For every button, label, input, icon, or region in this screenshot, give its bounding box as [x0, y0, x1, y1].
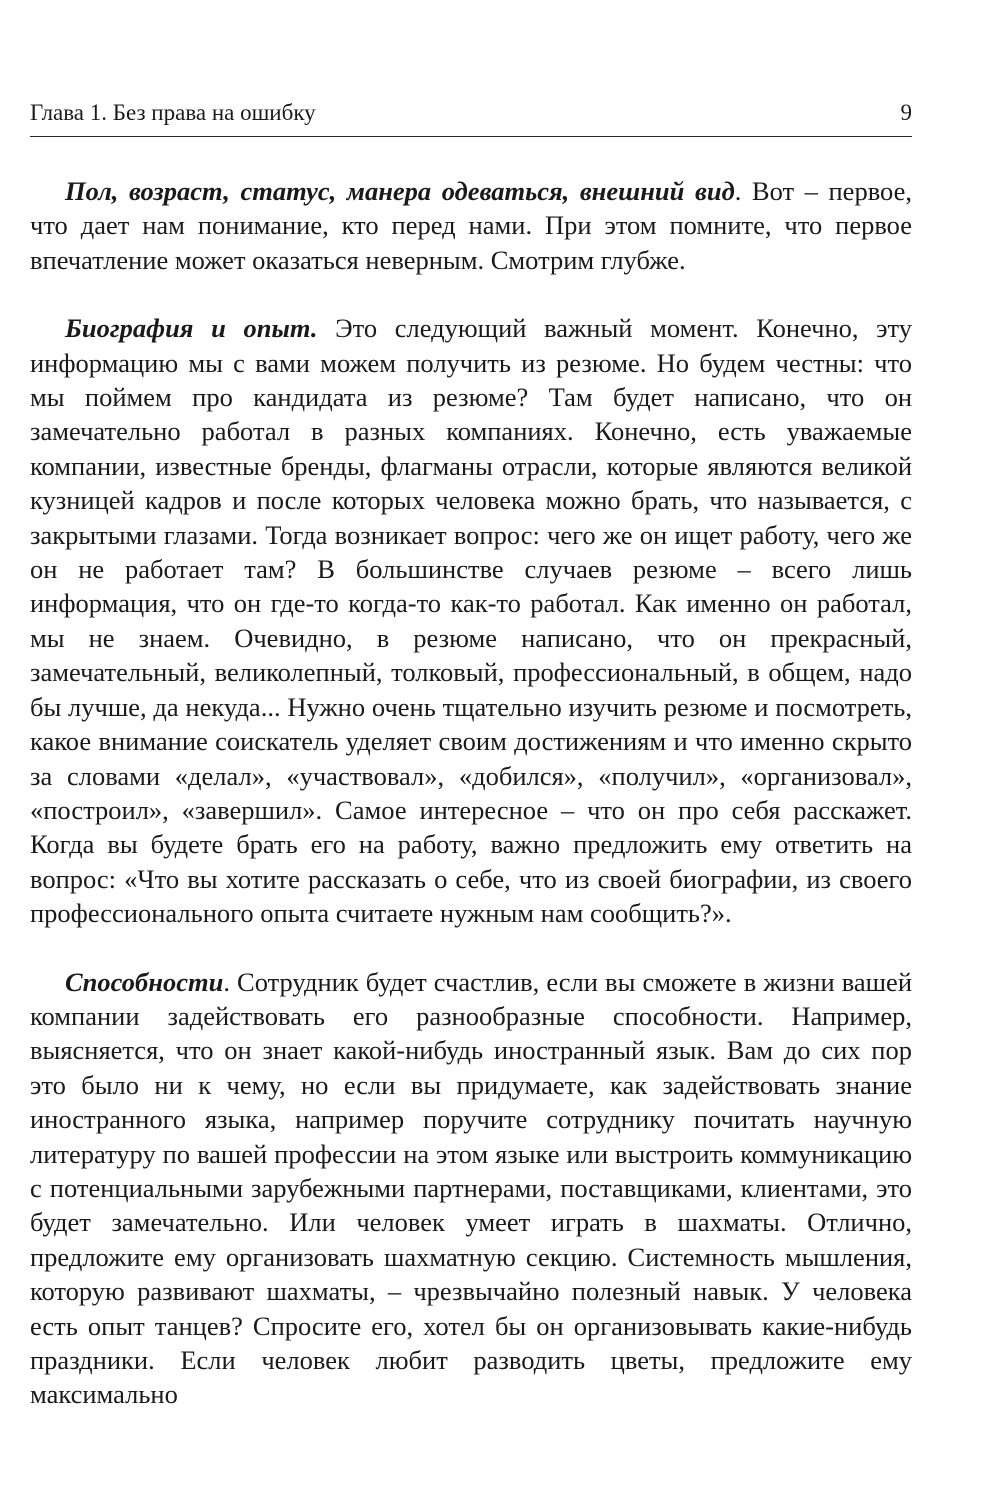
paragraph-lead: Способности	[65, 966, 224, 997]
paragraph-text: Это следующий важный момент. Конечно, эту информацию мы с вами можем получить из резюме. Но будем честны: что мы поймем про кандидата из резюме? Там будет написано, что он замечательно работал в разных компаниях. Конечно, есть уважаемые компании, известные бренды, флагманы отрасли, которые являются великой кузницей кадров и после которых человека можно брать, что называется, с закрытыми глазами. Тогда возникает вопрос: чего же он ищет работу, чего же он не работает там? В большинстве случаев резюме – всего лишь информация, что он где-то когда-то как-то работал. Как именно он работал, мы не знаем. Очевидно, в резюме написано, что он прекрасный, замечательный, великолепный, толковый, профессиональный, в общем, надо бы лучше, да некуда... Нужно очень тщательно изучить резюме и посмотреть, какое внимание соискатель уделяет своим достижениям и что именно скрыто за словами «делал», «участвовал», «добился», «получил», «организовал», «построил», «завершил». Самое интересное – что он про себя расскажет. Когда вы будете брать его на работу, важно предложить ему ответить на вопрос: «Что вы хотите рассказать о себе, что из своей биографии, из своего профессионального опыта считаете нужным нам сообщить?».	[30, 313, 913, 929]
running-header	[30, 96, 912, 137]
paragraph-appearance	[30, 174, 912, 277]
paragraph-biography	[30, 311, 912, 930]
paragraph-text: . Вот – первое, что дает нам понимание, кто перед нами. При этом помните, что первое впечатление может оказаться неверным. Смотрим глубже.	[30, 176, 912, 275]
paragraph-lead: Биография и опыт.	[65, 313, 318, 344]
paragraph-lead: Пол, возраст, статус, манера одеваться, внешний вид	[65, 176, 735, 206]
paragraph-abilities	[30, 965, 912, 1412]
page-number: 9	[900, 100, 912, 125]
body-text	[30, 174, 912, 1412]
book-page	[30, 96, 912, 1446]
chapter-title: Глава 1. Без права на ошибку	[30, 100, 316, 125]
paragraph-text: . Сотрудник будет счастлив, если вы сможете в жизни вашей компании задействовать его разнообразные способности. Например, выясняется, что он знает какой-нибудь иностранный язык. Вам до сих пор это было ни к чему, но если вы придумаете, как задействовать знание иностранного языка, например поручите сотруднику почитать научную литературу по вашей профессии на этом языке или выстроить коммуникацию с потенциальными зарубежными партнерами, поставщиками, клиентами, это будет замечательно. Или человек умеет играть в шахматы. Отлично, предложите ему организовать шахматную секцию. Системность мышления, которую развивают шахматы, – чрезвычайно полезный навык. У человека есть опыт танцев? Спросите его, хотел бы он организовывать какие-нибудь праздники. Если человек любит разводить цветы, предложите ему максимально	[30, 966, 912, 1410]
